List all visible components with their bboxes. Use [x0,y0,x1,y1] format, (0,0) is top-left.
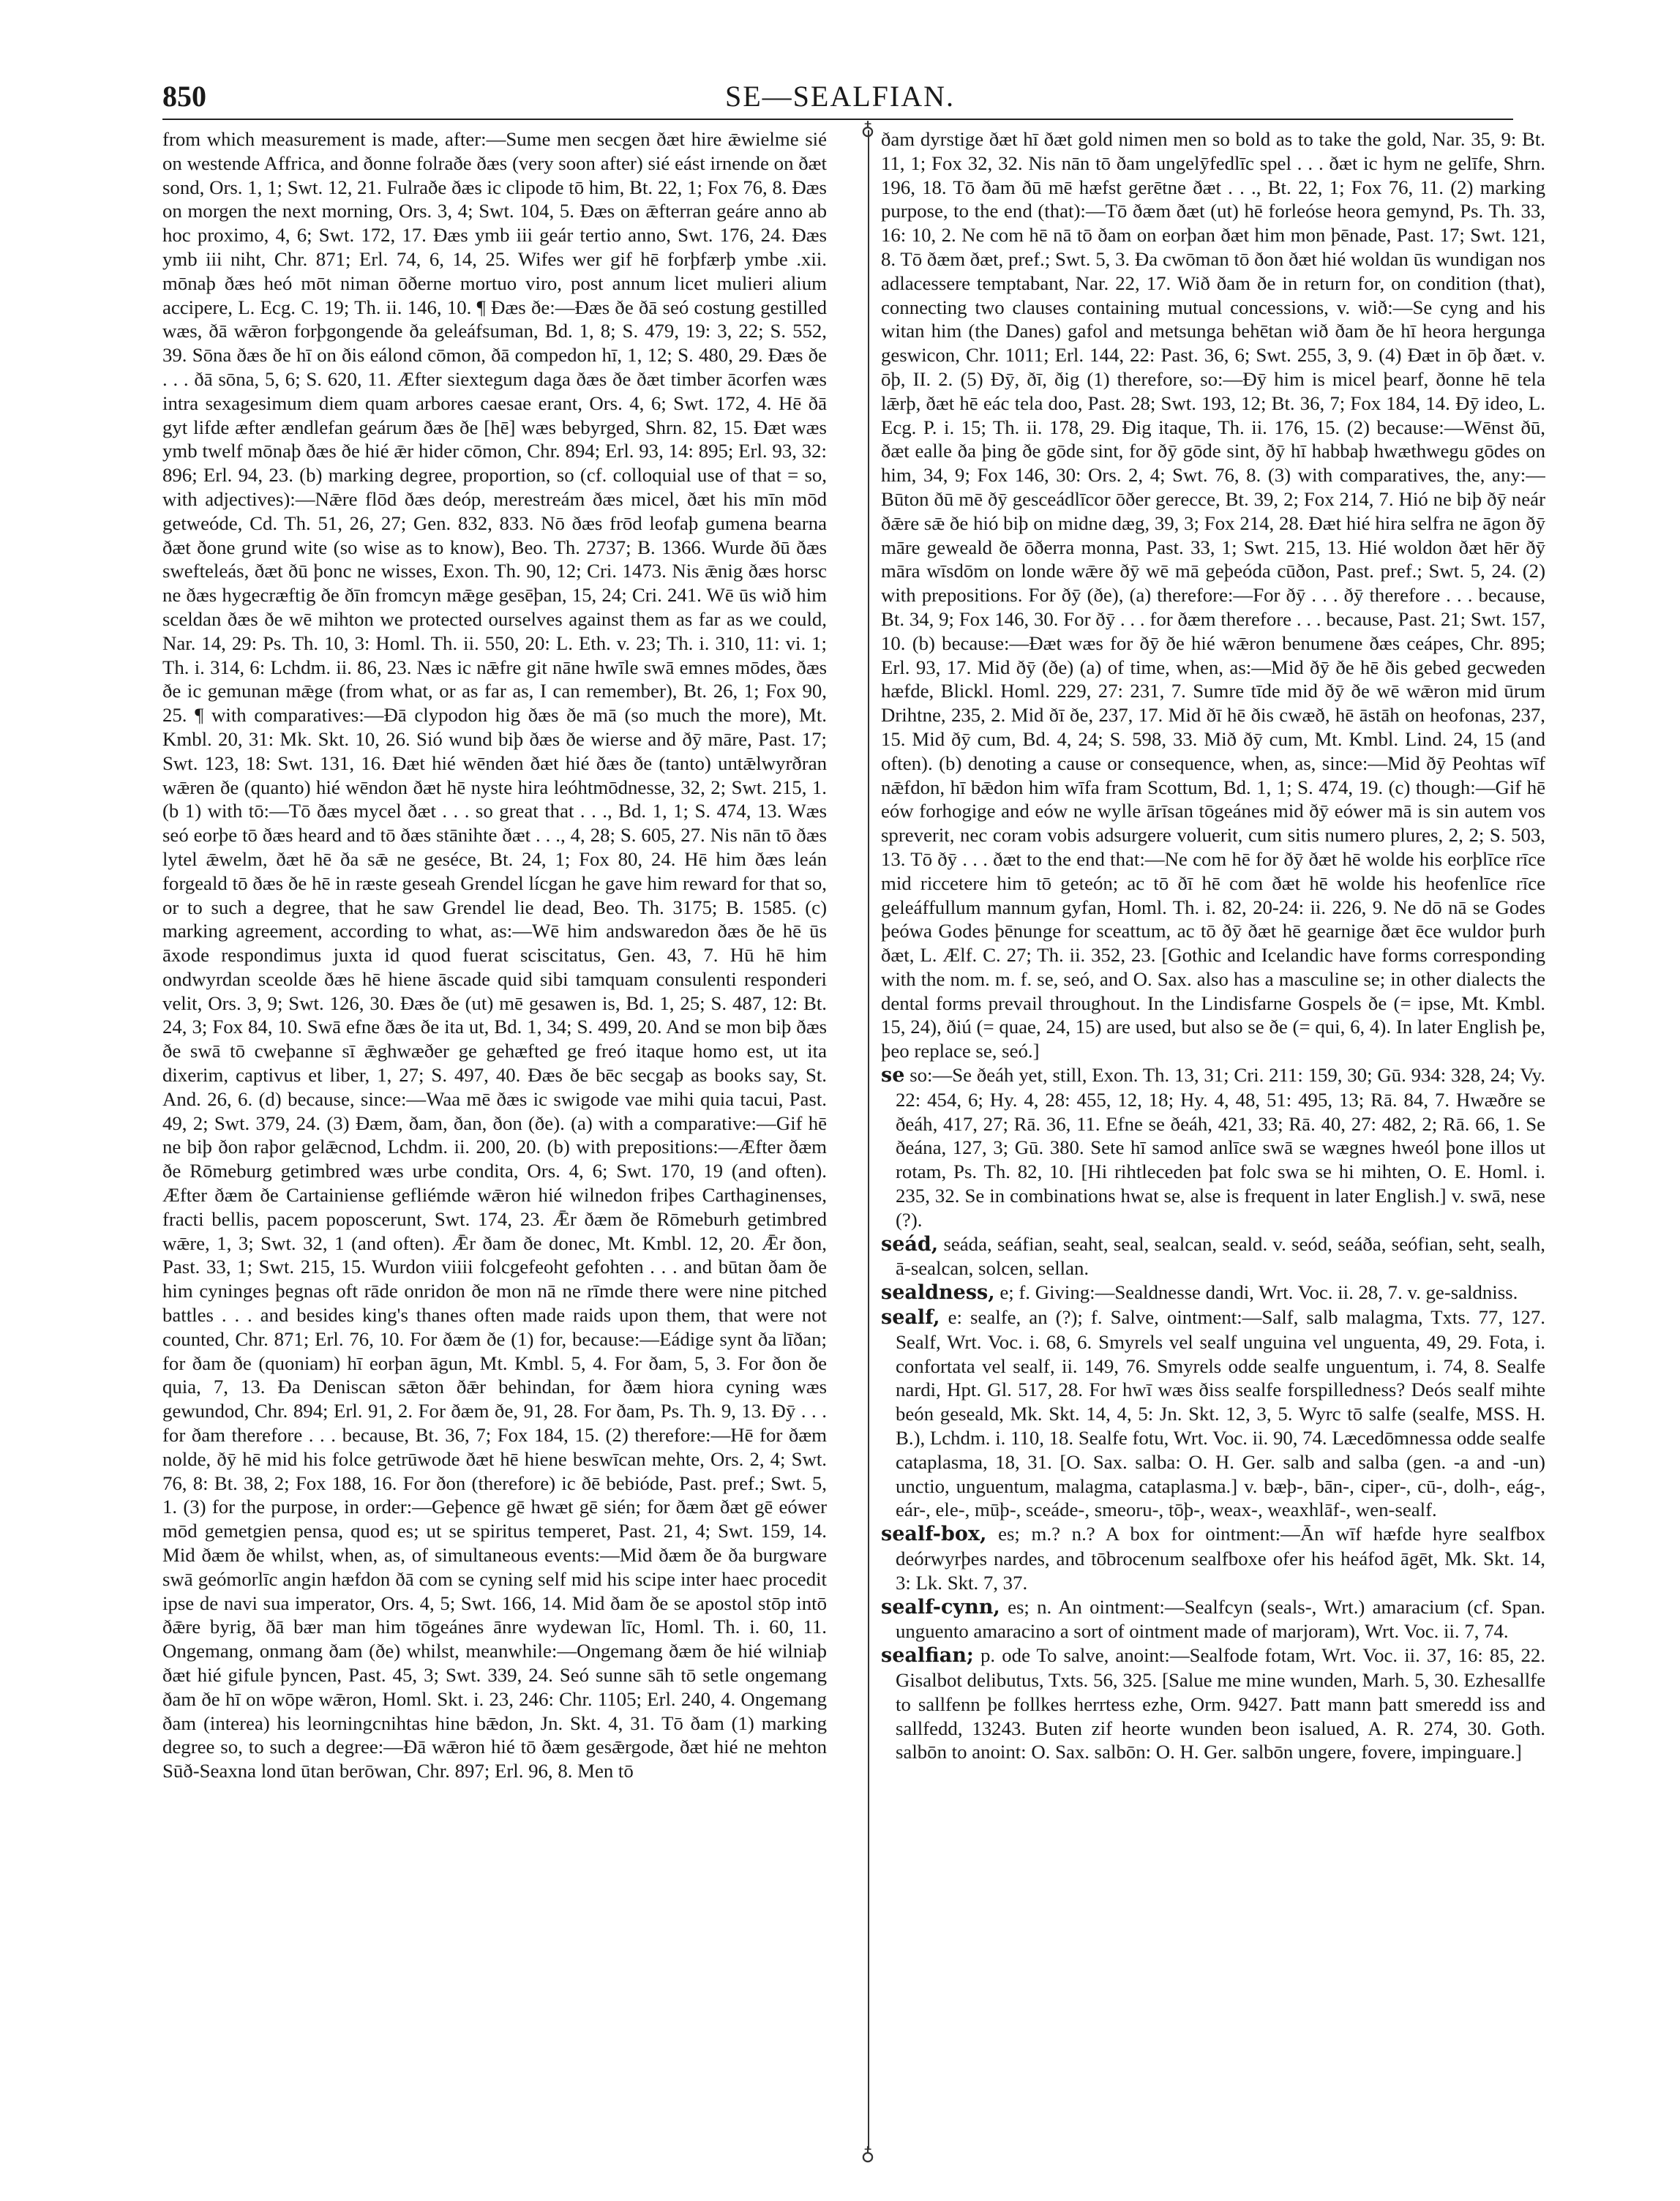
entry-headword: sealdness, [881,1281,995,1305]
entry-headword: sealf, [881,1306,940,1330]
entry-text: es; m.? n.? A box for ointment:—Ān wīf hæfde hyre sealfbox deórwyrþes nardes, and tōbrocenum sealfboxe ofer his heáfod āgēt, Mk. Skt. 14, 3: Lk. Skt. 7, 37. [896,1523,1545,1594]
column-divider [868,130,869,2150]
entry-text: es; n. An ointment:—Sealfcyn (seals-, Wrt.) amaracium (cf. Span. unguento amaracino a sort of ointment made of marjoram), Wrt. Voc. ii. 7, 74. [896,1595,1545,1643]
entry-text: so:—Se ðeáh yet, still, Exon. Th. 13, 31; Cri. 211: 159, 30; Gū. 934: 328, 24; Vy. 22: 454, 6; Hy. 4, 28: 455, 12, 18; Hy. 4, 48, 51: 495, 13; Rā. 84, 7. Hwæðre se ðeáh, 417, 27; Rā. 36, 11. Efne se ðeáh, 421, 33; Rā. 40, 27: 482, 2; Rā. 66, 1. Se ðeána, 127, 3; Gū. 380. Sete hī samod anlīce swā se wægnes hweól þone illos ut rotam, Ps. Th. 82, 10. [Hi rihtleceden þat folc swa se hi mihten, O. E. Homl. i. 235, 32. Se in combinations hwat se, alse is frequent in later English.] v. swā, nese (?). [896,1064,1545,1231]
dictionary-entry [881,1063,1545,1232]
left-column-text: from which measurement is made, after:—Sume men secgen ðæt hire ǣwielme sié on westende Affrica, and ðonne folraðe ðæs (very soon after) sié eást irnende on ðæt sond, Ors. 1, 1; Swt. 12, 21. Fulraðe ðæs ic clipode tō him, Bt. 22, 1; Fox 76, 8. Ðæs on morgen the next morning, Ors. 3, 4; Swt. 104, 5. Ðæs on ǣfterran geáre anno ab hoc proximo, 4, 6; Swt. 172, 17. Ðæs ymb iii geár tertio anno, Swt. 176, 24. Ðæs ymb iii niht, Chr. 871; Erl. 74, 6, 14, 25. Wifes wer gif hē forþfærþ ymbe .xii. mōnaþ ðæs heó mōt niman ōðerne mortuo viro, post annum licet mulieri alium accipere, L. Ecg. C. 19; Th. ii. 146, 10. ¶ Ðæs ðe:—Ðæs ðe ðā seó costung gestilled wæs, ðā wǣron forþgongende ða geleáfsuman, Bd. 1, 8; S. 479, 19: 3, 22; S. 552, 39. Sōna ðæs ðe hī on ðis eálond cōmon, ðā compedon hī, 1, 12; S. 480, 29. Ðæs ðe . . . ðā sōna, 5, 6; S. 620, 11. Æfter siextegum daga ðæs ðe ðæt timber ācorfen wæs intra sexagesimum diem quam arbores caesae erant, Ors. 4, 6; Swt. 172, 4. Hē ðā gyt lifde æfter ændlefan geárum ðæs ðe [hē] wæs bebyrged, Shrn. 82, 15. Ðæt wæs ymb twelf mōnaþ ðæs ðe hié ǣr hider cōmon, Chr. 894; Erl. 93, 14: 895; Erl. 93, 32: 896; Erl. 94, 23. (b) marking degree, proportion, so (cf. colloquial use of that = so, with adjectives):—Nǣre flōd ðæs deóp, merestreám ðæs micel, ðæt his mīn mōd getweóde, Cd. Th. 51, 26, 27; Gen. 832, 833. Nō ðæs frōd leofaþ gumena bearna ðæt ðone grund wite (so wise as to know), Beo. Th. 2737; B. 1366. Wurde ðū ðæs swefteleás, ðæt ðū þonc ne wisses, Exon. Th. 90, 12; Cri. 1473. Nis ǣnig ðæs horsc ne ðæs hygecræftig ðe ðīn fromcyn mǣge gesēþan, 15, 24; Cri. 241. Wē ūs wið him sceldan ðæs ðe wē mihton we protected ourselves against them as far as we could, Nar. 14, 29: Ps. Th. 10, 3: Homl. Th. ii. 550, 20: L. Eth. v. 23; Th. i. 310, 11: vi. 1; Th. i. 314, 6: Lchdm. ii. 86, 23. Næs ic nǣfre git nāne hwīle swā emnes mōdes, ðæs ðe ic gemunan mǣge (from what, or as far as, I can remember), Bt. 26, 1; Fox 90, 25. ¶ with comparatives:—Ðā clypodon hig ðæs ðe mā (so much the more), Mt. Kmbl. 20, 31: Mk. Skt. 10, 26. Sió wund biþ ðæs ðe wierse and ðȳ māre, Past. 17; Swt. 123, 18: Swt. 131, 16. Ðæt hié wēnden ðæt hié ðæs ðe (tanto) untǣlwyrðran wǣren ðe (quanto) hié wēndon ðæt hē nyste hira leóhtmōdnesse, 32, 2; Swt. 215, 1. (b 1) with tō:—Tō ðæs mycel ðæt . . . so great that . . ., Bd. 1, 1; S. 474, 13. Wæs seó eorþe tō ðæs heard and tō ðæs stānihte ðæt . . ., 4, 28; S. 605, 27. Nis nān tō ðæs lytel ǣwelm, ðæt hē ða sǣ ne geséce, Bt. 24, 1; Fox 80, 24. Hē him ðæs leán forgeald tō ðæs ðe hē in ræste geseah Grendel lícgan he gave him reward for that so, or to such a degree, that he saw Grendel lie dead, Beo. Th. 3175; B. 1585. (c) marking agreement, according to what, as:—Wē him andswaredon ðæs ðe hē ūs āxode respondimus juxta id quod fuerat sciscitatus, Gen. 43, 7. Hū hē him ondwyrdan sceolde ðæs hē hiene āscade quid sibi tamquam consulenti responderi velit, Ors. 3, 9; Swt. 126, 30. Ðæs ðe (ut) mē gesawen is, Bd. 1, 25; S. 487, 12: Bt. 24, 3; Fox 84, 10. Swā efne ðæs ðe ita ut, Bd. 1, 34; S. 499, 20. And se mon biþ ðæs ðe swā tō cweþanne sī ǣghwæðer ge gehæfted ge freó itaque homo est, ut ita dixerim, captivus et liber, 1, 27; S. 497, 40. Ðæs ðe bēc secgaþ as books say, St. And. 26, 6. (d) because, since:—Waa mē ðæs ic swigode vae mihi quia tacui, Past. 49, 2; Swt. 379, 24. (3) Ðæm, ðam, ðan, ðon (ðe). (a) with a comparative:—Gif hē ne biþ ðon raþor gelǣcnod, Lchdm. ii. 200, 20. (b) with prepositions:—Æfter ðæm ðe Rōmeburg getimbred wæs urbe condita, Ors. 4, 6; Swt. 170, 19 (and often). Æfter ðæm ðe Cartainiense gefliémde wǣron hié wilnedon friþes Carthaginenses, fracti bellis, pacem poposcerunt, Swt. 174, 23. Ǣr ðæm ðe Rōmeburh getimbred wǣre, 1, 3; Swt. 32, 1 (and often). Ǣr ðam ðe donec, Mt. Kmbl. 12, 20. Ǣr ðon, Past. 33, 1; Swt. 215, 15. Wurdon viiii folcgefeoht gefohten . . . and būtan ðam ðe him cyninges þegnas oft rāde onridon ðe mon nā ne rīmde there were nine pitched battles . . . and besides king's thanes often made raids upon them, that were not counted, Chr. 871; Erl. 76, 10. For ðæm ðe (1) for, because:—Eádige synt ða līðan; for ðam ðe (quoniam) hī eorþan āgun, Mt. Kmbl. 5, 4. For ðam, 5, 3. For ðon ðe quia, 7, 13. Ða Deniscan sǣton ðǣr behindan, for ðæm hiora cyning wæs gewundod, Chr. 894; Erl. 91, 2. For ðæm ðe, 91, 28. For ðam, Ps. Th. 9, 13. Ðȳ . . . for ðam therefore . . . because, Bt. 36, 7; Fox 184, 15. (2) therefore:—Hē for ðæm nolde, ðȳ hē mid his folce getrūwode ðæt hē hiene beswīcan mehte, Ors. 2, 4; Swt. 76, 8: Bt. 38, 2; Fox 188, 16. For ðon (therefore) ic ðē bebióde, Past. pref.; Swt. 5, 1. (3) for the purpose, in order:—Geþence gē hwæt gē sién; for ðæm ðæt gē eówer mōd gemetgien pensa, quod es; ut se spiritus temperet, Past. 21, 4; Swt. 159, 14. Mid ðæm ðe whilst, when, as, of simultaneous events:—Mid ðæm ðe ða burgware swā geómorlīc angin hæfdon ðā com se cyning self mid his scipe inter haec procedit ipse de navi sua imperator, Ors. 4, 5; Swt. 166, 14. Mid ðam ðe se apostol stōp intō ðǣre byrig, ðā bær man him tōgeánes ānre wydewan līc, Homl. Th. i. 60, 11. Ongemang, onmang ðam (ðe) whilst, meanwhile:—Ongemang ðæm ðe hié wilniaþ ðæt hié gifule þyncen, Past. 45, 3; Swt. 339, 24. Seó sunne sāh tō setle ongemang ðam ðe hī on wōpe wǣron, Homl. Skt. i. 23, 246: Chr. 1105; Erl. 240, 4. Ongemang ðam (interea) his leorningcnihtas hine bǣdon, Jn. Skt. 4, 31. Tō ðam (1) marking degree so, to such a degree:—Ðā wǣron hié tō ðæm gesǣrgode, ðæt hié ne mehton Sūð-Seaxna lond ūtan berōwan, Chr. 897; Erl. 96, 8. Men tō [162,128,827,1782]
entry-headword: sealf-box, [881,1523,987,1546]
dictionary-entry [881,1232,1545,1281]
entry-headword: seád, [881,1232,939,1256]
entry-headword: sealf-cynn, [881,1595,1000,1619]
dictionary-entry [881,1643,1545,1764]
entry-headword: se [881,1064,905,1087]
left-column [162,127,827,2154]
page-number: 850 [162,80,206,113]
dictionary-entry [881,1522,1545,1594]
dictionary-entry [881,1305,1545,1522]
dictionary-entry [881,1281,1545,1305]
entry-text: seáda, seáfian, seaht, seal, sealcan, seald. v. seód, seáða, seófian, seht, sealh, ā-sealcan, solcen, sellan. [896,1232,1545,1280]
running-head: SE—SEALFIAN. [724,80,956,113]
dictionary-entry [881,1595,1545,1644]
divider-ornament-top: ♁ [860,118,875,139]
header-rule [162,119,1513,120]
entry-text: e: sealfe, an (?); f. Salve, ointment:—Salf, salb malagma, Txts. 77, 127. Sealf, Wrt. Voc. i. 68, 6. Smyrels vel sealf unguina vel unguenta, 49, 29. Fota, i. confortata vel sealf, ii. 149, 76. Smyrels odde sealfe unguentum, i. 74, 8. Sealfe nardi, Hpt. Gl. 517, 28. For hwī wæs ðiss sealfe forspilledness? Deós sealf mihte beón geseald, Mk. Skt. 14, 4, 5: Jn. Skt. 12, 3, 5. Wyrc tō salfe (sealfe, MSS. H. B.), Lchdm. i. 110, 18. Sealfe fotu, Wrt. Voc. ii. 90, 74. Læcedōmnessa odde sealfe cataplasma, 18, 31. [O. Sax. salba: O. H. Ger. salb and salba (gen. -a and -un) unctio, unguentum, malagma, cataplasma.] v. bæþ-, bān-, ciper-, cū-, dolh-, eág-, eár-, ele-, mūþ-, sceáde-, smeoru-, tōþ-, weax-, weaxhlāf-, wen-sealf. [896,1306,1545,1521]
entry-headword: sealfian; [881,1644,974,1668]
entry-text: e; f. Giving:—Sealdnesse dandi, Wrt. Voc. ii. 28, 7. v. ge-saldniss. [1000,1281,1518,1304]
divider-ornament-bottom: ♁ [860,2143,875,2164]
right-column [881,127,1545,2154]
entry-text: p. ode To salve, anoint:—Sealfode fotam, Wrt. Voc. ii. 37, 16: 85, 22. Gisalbot delibutus, Txts. 56, 325. [Salue me mine wunden, Marh. 5, 30. Ezhesallfe to sallfenn þe follkes herrtess ezhe, Orm. 9427. Þatt mann þatt smeredd iss and sallfedd, 13243. Buten zif heorte wunden beon isalued, A. R. 274, 30. Goth. salbōn to anoint: O. Sax. salbōn: O. H. Ger. salbōn ungere, fovere, impinguare.] [896,1644,1545,1763]
right-column-intro: ðam dyrstige ðæt hī ðæt gold nimen men so bold as to take the gold, Nar. 35, 9: Bt. 11, 1; Fox 32, 32. Nis nān tō ðam ungelȳfedlīc spel . . . ðæt ic hym ne gelīfe, Shrn. 196, 18. Tō ðam ðū mē hæfst gerētne ðæt . . ., Bt. 22, 1; Fox 76, 11. (2) marking purpose, to the end (that):—Tō ðæm ðæt (ut) hē forleóse heora gemynd, Ps. Th. 33, 16: 10, 2. Ne com hē nā tō ðam on eorþan ðæt him mon þēnade, Past. 17; Swt. 121, 8. Tō ðæm ðæt, pref.; Swt. 5, 3. Ða cwōman tō ðon ðæt hié woldan ūs wundigan nos adlacessere temptabant, Nar. 22, 17. Wið ðam ðe in return for, on condition (that), connecting two clauses containing mutual concessions, v. wið:—Se cyng and his witan him (the Danes) gafol and metsunga behētan wið ðam ðe hī heora hergunga geswicon, Chr. 1011; Erl. 144, 22: Past. 36, 6; Swt. 255, 3, 9. (4) Ðæt in ōþ ðæt. v. ōþ, II. 2. (5) Ðȳ, ðī, ðig (1) therefore, so:—Ðȳ him is micel þearf, ðonne hē tela lǣrþ, ðæt hē eác tela doo, Past. 28; Swt. 193, 12; Bt. 36, 7; Fox 184, 14. Ðȳ ideo, L. Ecg. P. i. 15; Th. ii. 178, 29. Ðig itaque, Th. ii. 176, 15. (2) because:—Wēnst ðū, ðæt ealle ða þing ðe gōde sint, for ðȳ gōde sint, ðȳ hī habbaþ hwæthwegu gōdes on him, 34, 9; Fox 146, 30: Ors. 2, 4; Swt. 76, 8. (3) with comparatives, the, any:—Būton ðū mē ðȳ gesceádlīcor ōðer gerecce, Bt. 39, 2; Fox 214, 7. Hió ne biþ ðȳ neár ðǣre sǣ ðe hió biþ on midne dæg, 39, 3; Fox 214, 28. Ðæt hié hira selfra ne āgon ðȳ māre geweald ðe ōðerra monna, Past. 33, 1; Swt. 215, 13. Hié woldon ðæt hēr ðȳ māra wīsdōm on londe wǣre ðȳ wē mā geþeóda cūðon, Past. pref.; Swt. 5, 24. (2) with prepositions. For ðȳ (ðe), (a) therefore:—For ðȳ . . . ðȳ therefore . . . because, Bt. 34, 9; Fox 146, 30. For ðȳ . . . for ðæm therefore . . . because, Past. 21; Swt. 157, 10. (b) because:—Ðæt wæs for ðȳ ðe hié wǣron benumene ðæs ceápes, Chr. 895; Erl. 93, 17. Mid ðȳ (ðe) (a) of time, when, as:—Mid ðȳ ðe hē ðis gebed gecweden hæfde, Blickl. Homl. 229, 27: 231, 7. Sumre tīde mid ðȳ ðe wē wǣron mid ūrum Drihtne, 235, 2. Mid ðī ðe, 237, 17. Mid ðī hē ðis cwæð, hē āstāh on heofonas, 237, 15. Mid ðȳ cum, Bd. 4, 24; S. 598, 33. Mið ðȳ cum, Mt. Kmbl. Lind. 24, 15 (and often). (b) denoting a cause or consequence, when, as, since:—Mid ðȳ Peohtas wīf nǣfdon, hī bǣdon him wīfa fram Scottum, Bd. 1, 1; S. 474, 19. (c) though:—Gif hē eów forhogige and eów ne wylle ārīsan tōgeánes mid ðȳ eówer mā is sin autem vos spreverit, nec coram vobis adsurgere voluerit, cum sitis numero plures, 2, 2; S. 503, 13. Tō ðȳ . . . ðæt to the end that:—Ne com hē for ðȳ ðæt hē wolde his eorþlīce rīce mid riccetere him tō geteón; ac tō ðī hē com ðæt hē wolde his heofenlīce rīce geleáffullum mannum gyfan, Homl. Th. i. 82, 20-24: ii. 226, 9. Ne dō nā se Godes þeówa Godes þēnunge for sceattum, ac tō ðȳ ðæt hē gearnige ðæt ēce wuldor þurh ðæt, L. Ælf. C. 27; Th. ii. 352, 23. [Gothic and Icelandic have forms corresponding with the nom. m. f. se, seó, and O. Sax. also has a masculine se; in other dialects the dental forms prevail throughout. In the Lindisfarne Gospels ðe (= ipse, Mt. Kmbl. 15, 24), ðiú (= quae, 24, 15) are used, but also se ðe (= qui, 6, 4). In later English þe, þeo replace se, seó.] [881,128,1545,1062]
